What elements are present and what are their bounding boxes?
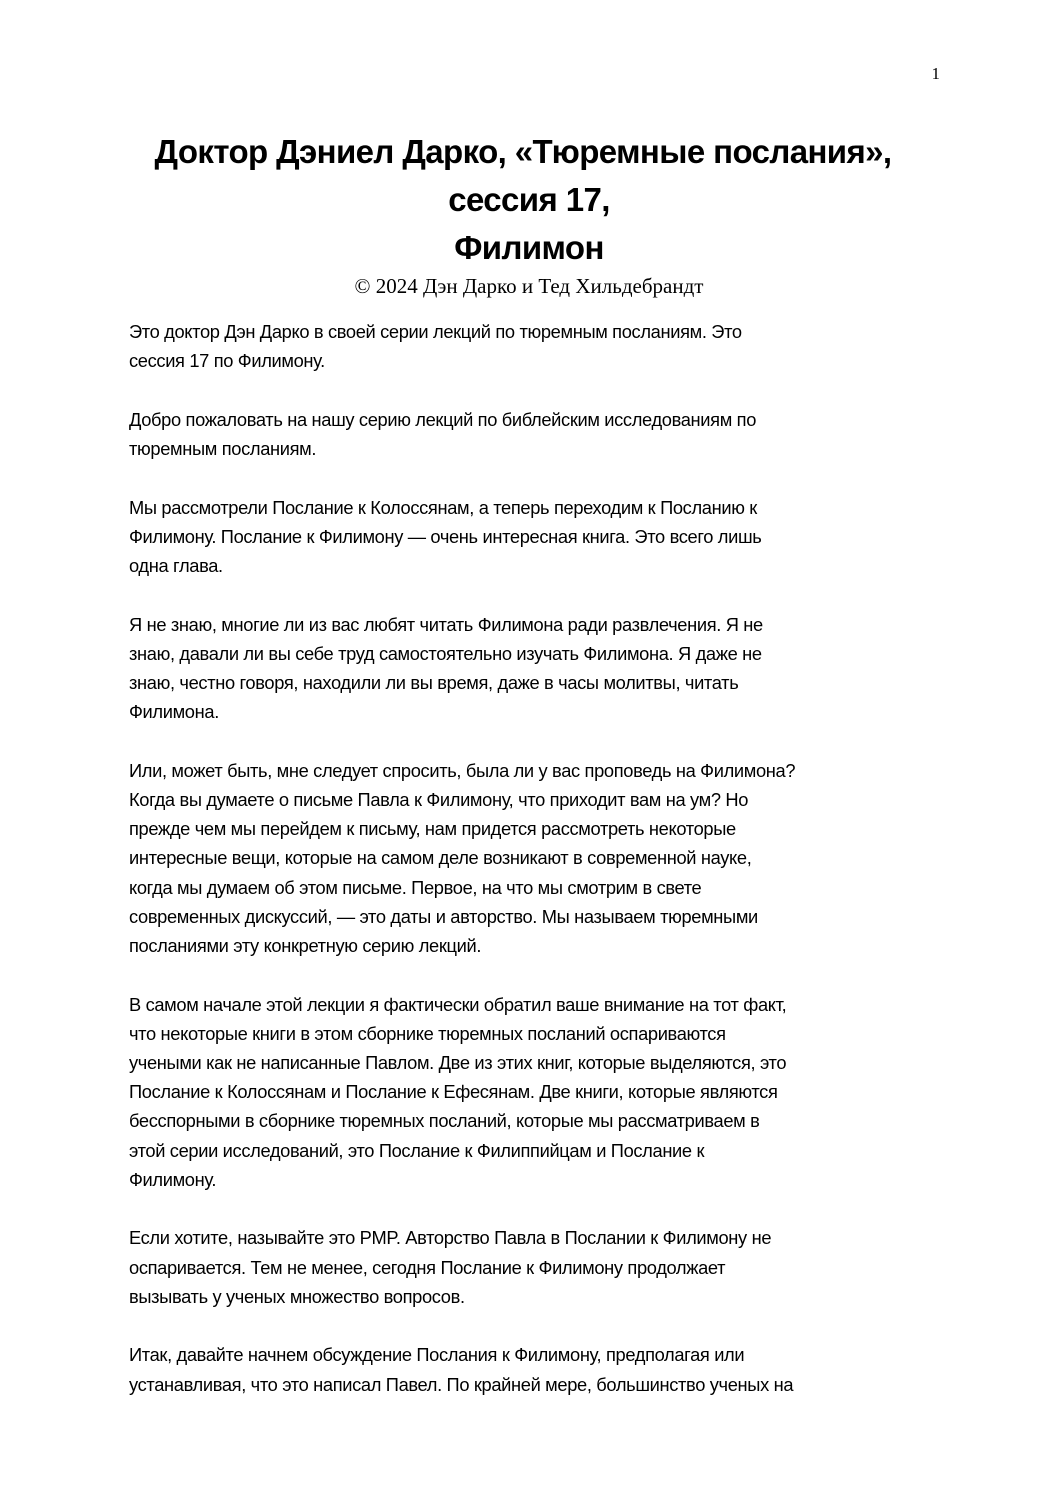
- text-line: знаю, давали ли вы себе труд самостоятельно изучать Филимона. Я даже не: [129, 642, 762, 664]
- text-line: устанавливая, что это написал Павел. По крайней мере, большинство ученых на: [129, 1373, 794, 1395]
- text-line: что некоторые книги в этом сборнике тюремных посланий оспариваются: [129, 1022, 726, 1044]
- paragraph: [129, 1223, 949, 1311]
- text-line: вызывать у ученых множество вопросов.: [129, 1285, 465, 1307]
- text-line: тюремным посланиям.: [129, 438, 317, 459]
- document-title-line-1: Доктор Дэниел Дарко, «Тюремные послания»,: [154, 133, 892, 170]
- paragraph: [129, 756, 949, 960]
- text-line: современных дискуссий, — это даты и авторство. Мы называем тюремными: [129, 905, 758, 927]
- paragraph: [129, 405, 949, 463]
- text-line: Добро пожаловать на нашу серию лекций по библейским исследованиям по: [129, 408, 757, 430]
- text-line: оспаривается. Тем не менее, сегодня Послание к Филимону продолжает: [129, 1256, 726, 1278]
- text-line: этой серии исследований, это Послание к Филиппийцам и Послание к: [129, 1139, 705, 1161]
- text-line: Или, может быть, мне следует спросить, была ли у вас проповедь на Филимона?: [129, 759, 796, 781]
- text-line: Филимону.: [129, 1168, 217, 1190]
- document-title-line-2: сессия 17,: [448, 181, 610, 218]
- text-line: учеными как не написанные Павлом. Две из этих книг, которые выделяются, это: [129, 1052, 787, 1074]
- text-line: Итак, давайте начнем обсуждение Послания к Филимону, предполагая или: [129, 1344, 745, 1366]
- text-line: сессия 17 по Филимону.: [129, 350, 325, 372]
- text-line: знаю, честно говоря, находили ли вы время, даже в часы молитвы, читать: [129, 672, 739, 693]
- text-line: Если хотите, называйте это PMP. Авторство Павла в Послании к Филимону не: [129, 1227, 772, 1249]
- paragraph: [129, 610, 949, 727]
- text-line: одна глава.: [129, 555, 223, 576]
- text-line: когда мы думаем об этом письме. Первое, на что мы смотрим в свете: [129, 876, 702, 898]
- document-body: [129, 317, 949, 1428]
- text-line: Мы рассмотрели Послание к Колоссянам, а теперь переходим к Посланию к: [129, 496, 757, 518]
- paragraph: [129, 493, 949, 581]
- text-line: прежде чем мы перейдем к письму, нам придется рассмотреть некоторые: [129, 818, 736, 840]
- document-header: [0, 128, 1058, 300]
- paragraph: [129, 1340, 949, 1398]
- text-line: Это доктор Дэн Дарко в своей серии лекций по тюремным посланиям. Это: [129, 321, 742, 342]
- text-line: Я не знаю, многие ли из вас любят читать Филимона ради развлечения. Я не: [129, 613, 763, 635]
- paragraph: [129, 317, 949, 375]
- page-number: 1: [931, 64, 940, 83]
- text-line: В самом начале этой лекции я фактически обратил ваше внимание на тот факт,: [129, 993, 787, 1015]
- text-line: Филимона.: [129, 701, 219, 723]
- paragraph: [129, 990, 949, 1194]
- text-line: бесспорными в сборнике тюремных посланий, которые мы рассматриваем в: [129, 1110, 760, 1132]
- text-line: посланиями эту конкретную серию лекций.: [129, 935, 482, 957]
- text-line: Послание к Колоссянам и Послание к Ефесянам. Две книги, которые являются: [129, 1081, 778, 1103]
- text-line: Филимону. Послание к Филимону — очень интересная книга. Это всего лишь: [129, 525, 762, 547]
- text-line: Когда вы думаете о письме Павла к Филимону, что приходит вам на ум? Но: [129, 789, 749, 810]
- copyright-notice: © 2024 Дэн Дарко и Тед Хильдебрандт: [354, 274, 704, 298]
- document-title-line-3: Филимон: [454, 229, 604, 266]
- text-line: интересные вещи, которые на самом деле возникают в современной науке,: [129, 847, 752, 869]
